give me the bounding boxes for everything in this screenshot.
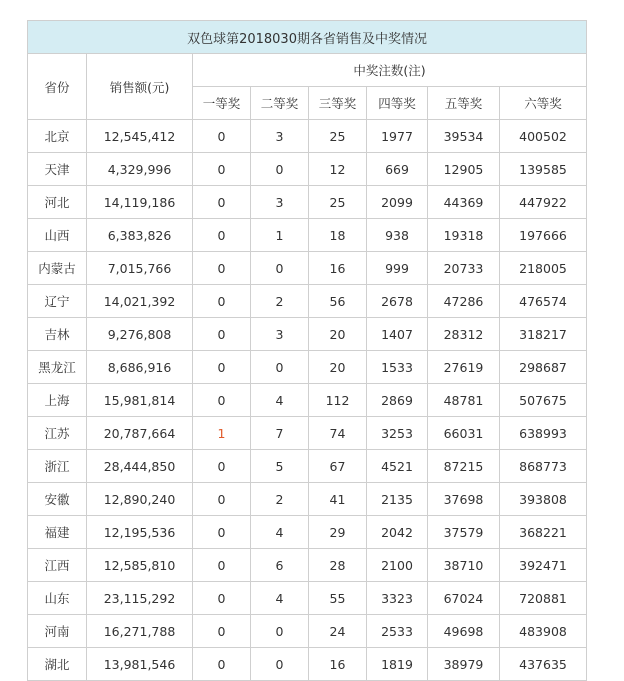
cell-p3: 25 [309,120,367,153]
cell-province: 内蒙古 [28,252,87,285]
cell-p3: 41 [309,483,367,516]
cell-p6: 868773 [500,450,587,483]
cell-province: 天津 [28,153,87,186]
cell-p3: 67 [309,450,367,483]
cell-p6: 298687 [500,351,587,384]
table-row [28,417,587,450]
cell-p5: 44369 [428,186,500,219]
header-province: 省份 [28,54,87,120]
cell-p6: 392471 [500,549,587,582]
cell-province: 河南 [28,615,87,648]
cell-province: 浙江 [28,450,87,483]
cell-p4: 2100 [367,549,428,582]
cell-p1: 0 [193,483,251,516]
cell-p4: 4521 [367,450,428,483]
cell-p1: 0 [193,120,251,153]
cell-p4: 3323 [367,582,428,615]
lottery-sales-table [27,20,587,681]
cell-province: 上海 [28,384,87,417]
cell-province: 福建 [28,516,87,549]
cell-p2: 3 [251,318,309,351]
table-row [28,450,587,483]
cell-p3: 56 [309,285,367,318]
cell-p6: 218005 [500,252,587,285]
cell-p5: 27619 [428,351,500,384]
header-prize-5: 五等奖 [428,87,500,120]
cell-province: 山西 [28,219,87,252]
cell-p6: 447922 [500,186,587,219]
table-row [28,219,587,252]
table-row [28,483,587,516]
cell-p3: 28 [309,549,367,582]
cell-sales: 12,195,536 [87,516,193,549]
cell-p2: 4 [251,582,309,615]
cell-p2: 0 [251,252,309,285]
cell-sales: 4,329,996 [87,153,193,186]
cell-p2: 2 [251,285,309,318]
cell-province: 安徽 [28,483,87,516]
cell-province: 山东 [28,582,87,615]
table-row [28,615,587,648]
cell-sales: 23,115,292 [87,582,193,615]
cell-p2: 0 [251,153,309,186]
cell-p6: 437635 [500,648,587,681]
cell-p5: 37579 [428,516,500,549]
cell-p3: 12 [309,153,367,186]
cell-p3: 18 [309,219,367,252]
cell-p1: 0 [193,582,251,615]
cell-sales: 6,383,826 [87,219,193,252]
cell-province: 河北 [28,186,87,219]
cell-p5: 12905 [428,153,500,186]
cell-p5: 38710 [428,549,500,582]
cell-p4: 2042 [367,516,428,549]
cell-p6: 483908 [500,615,587,648]
cell-p5: 19318 [428,219,500,252]
cell-p1: 0 [193,549,251,582]
cell-p5: 67024 [428,582,500,615]
cell-province: 北京 [28,120,87,153]
cell-sales: 14,021,392 [87,285,193,318]
cell-province: 江苏 [28,417,87,450]
cell-sales: 13,981,546 [87,648,193,681]
cell-sales: 15,981,814 [87,384,193,417]
cell-p3: 112 [309,384,367,417]
cell-sales: 8,686,916 [87,351,193,384]
cell-p5: 37698 [428,483,500,516]
cell-p1: 0 [193,219,251,252]
cell-p4: 2678 [367,285,428,318]
cell-p2: 2 [251,483,309,516]
cell-p4: 1407 [367,318,428,351]
cell-p3: 74 [309,417,367,450]
cell-p5: 20733 [428,252,500,285]
cell-p4: 2099 [367,186,428,219]
cell-p6: 638993 [500,417,587,450]
table-row [28,186,587,219]
table-row [28,153,587,186]
header-sales: 销售额(元) [87,54,193,120]
cell-p1: 0 [193,285,251,318]
cell-p1: 0 [193,153,251,186]
cell-p5: 47286 [428,285,500,318]
table-body [28,120,587,681]
cell-sales: 12,545,412 [87,120,193,153]
table-row [28,351,587,384]
cell-p5: 66031 [428,417,500,450]
cell-p2: 4 [251,384,309,417]
cell-p2: 6 [251,549,309,582]
table-row [28,120,587,153]
table-row [28,384,587,417]
cell-p5: 87215 [428,450,500,483]
table-row [28,516,587,549]
cell-p6: 507675 [500,384,587,417]
cell-p1: 1 [193,417,251,450]
cell-p2: 0 [251,648,309,681]
cell-sales: 14,119,186 [87,186,193,219]
header-prize-4: 四等奖 [367,87,428,120]
cell-p2: 4 [251,516,309,549]
table-row [28,648,587,681]
cell-p4: 2135 [367,483,428,516]
cell-sales: 16,271,788 [87,615,193,648]
header-prize-2: 二等奖 [251,87,309,120]
cell-province: 吉林 [28,318,87,351]
cell-p4: 1533 [367,351,428,384]
cell-sales: 7,015,766 [87,252,193,285]
header-prize-group: 中奖注数(注) [193,54,587,87]
cell-province: 湖北 [28,648,87,681]
cell-sales: 9,276,808 [87,318,193,351]
cell-p6: 197666 [500,219,587,252]
table-row [28,582,587,615]
cell-p3: 20 [309,318,367,351]
cell-p4: 1819 [367,648,428,681]
table-row [28,549,587,582]
cell-sales: 12,890,240 [87,483,193,516]
cell-p4: 1977 [367,120,428,153]
header-prize-3: 三等奖 [309,87,367,120]
cell-p4: 2869 [367,384,428,417]
header-prize-1: 一等奖 [193,87,251,120]
cell-p1: 0 [193,252,251,285]
header-prize-6: 六等奖 [500,87,587,120]
cell-p3: 16 [309,648,367,681]
cell-p5: 28312 [428,318,500,351]
cell-province: 辽宁 [28,285,87,318]
cell-p2: 3 [251,186,309,219]
cell-p2: 3 [251,120,309,153]
table-row [28,318,587,351]
table-row [28,285,587,318]
cell-p5: 38979 [428,648,500,681]
cell-p6: 400502 [500,120,587,153]
cell-p6: 720881 [500,582,587,615]
cell-p2: 7 [251,417,309,450]
cell-p4: 938 [367,219,428,252]
cell-p1: 0 [193,186,251,219]
cell-sales: 20,787,664 [87,417,193,450]
cell-p3: 55 [309,582,367,615]
cell-p2: 1 [251,219,309,252]
cell-p1: 0 [193,318,251,351]
cell-p2: 0 [251,351,309,384]
cell-province: 黑龙江 [28,351,87,384]
cell-p3: 16 [309,252,367,285]
cell-p2: 0 [251,615,309,648]
cell-p1: 0 [193,648,251,681]
cell-sales: 28,444,850 [87,450,193,483]
cell-p4: 3253 [367,417,428,450]
cell-p1: 0 [193,516,251,549]
cell-p5: 39534 [428,120,500,153]
cell-p3: 29 [309,516,367,549]
cell-p1: 0 [193,384,251,417]
cell-p1: 0 [193,351,251,384]
cell-p6: 393808 [500,483,587,516]
cell-p5: 48781 [428,384,500,417]
cell-p6: 476574 [500,285,587,318]
cell-p6: 318217 [500,318,587,351]
cell-p4: 2533 [367,615,428,648]
table-title: 双色球第2018030期各省销售及中奖情况 [28,21,587,54]
table-row [28,252,587,285]
cell-p3: 25 [309,186,367,219]
cell-p1: 0 [193,615,251,648]
cell-p1: 0 [193,450,251,483]
cell-province: 江西 [28,549,87,582]
cell-p3: 20 [309,351,367,384]
cell-p4: 999 [367,252,428,285]
cell-p2: 5 [251,450,309,483]
cell-p5: 49698 [428,615,500,648]
cell-p6: 368221 [500,516,587,549]
cell-p3: 24 [309,615,367,648]
cell-p6: 139585 [500,153,587,186]
cell-sales: 12,585,810 [87,549,193,582]
cell-p4: 669 [367,153,428,186]
